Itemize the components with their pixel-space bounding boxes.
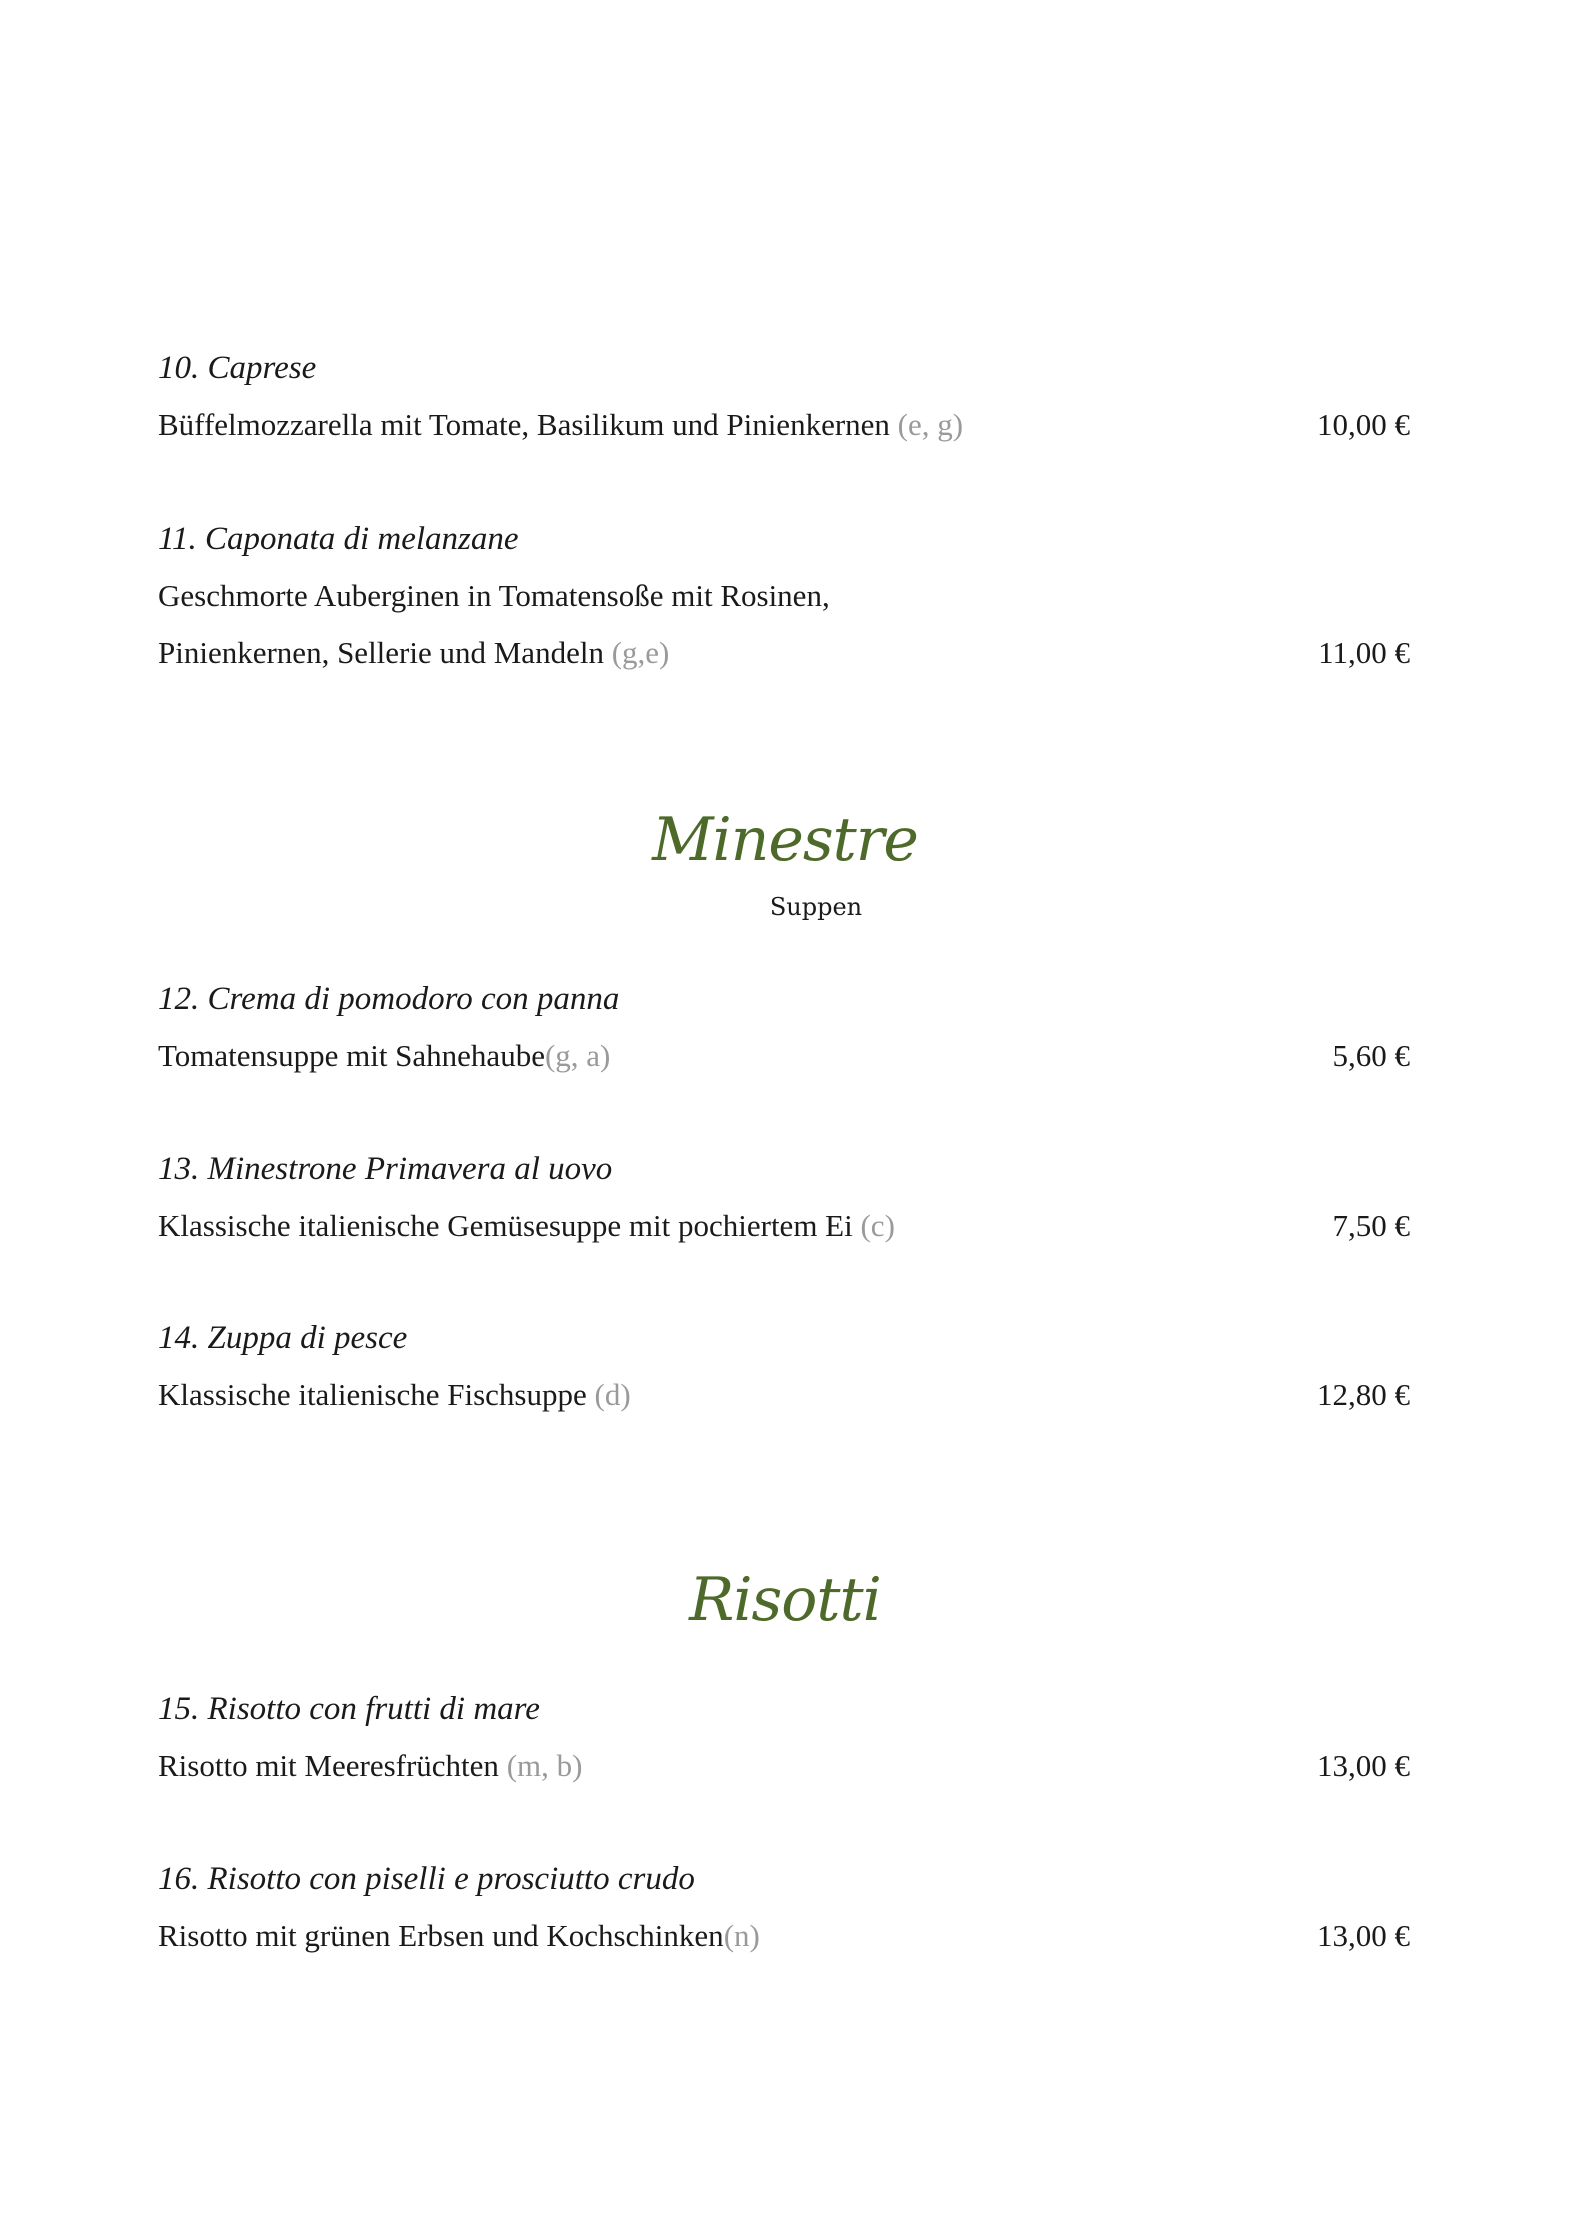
dish-description: [158, 1036, 1410, 1076]
section-title-minestre: Minestre: [652, 805, 918, 875]
dish-price: 5,60 €: [1332, 1038, 1410, 1073]
dish-price: 7,50 €: [1332, 1208, 1410, 1243]
description-text: Geschmorte Auberginen in Tomatensoße mit Rosinen,: [158, 578, 830, 613]
dish-price: 13,00 €: [1317, 1918, 1410, 1953]
description-text: Klassische italienische Gemüsesuppe mit pochiertem Ei: [158, 1208, 861, 1243]
dish-description: [158, 1375, 1410, 1415]
description-text: Risotto mit grünen Erbsen und Kochschinken: [158, 1918, 724, 1953]
menu-item-caprese: [158, 348, 1410, 445]
dish-description: [158, 405, 1410, 445]
dish-description: [158, 576, 1410, 616]
dish-description: [158, 1206, 1410, 1246]
menu-item-risotto-frutti-di-mare: [158, 1689, 1410, 1786]
dish-name: 15. Risotto con frutti di mare: [158, 1691, 540, 1727]
dish-name: 12. Crema di pomodoro con panna: [158, 981, 620, 1017]
dish-name: 14. Zuppa di pesce: [158, 1320, 408, 1356]
dish-name: 11. Caponata di melanzane: [158, 521, 519, 557]
menu-item-risotto-piselli: [158, 1859, 1410, 1956]
dish-price: 10,00 €: [1317, 407, 1410, 442]
dish-name: 16. Risotto con piselli e prosciutto crudo: [158, 1861, 695, 1897]
description-text: Pinienkernen, Sellerie und Mandeln: [158, 635, 612, 670]
description-text: Klassische italienische Fischsuppe: [158, 1377, 595, 1412]
allergen-codes: (c): [860, 1208, 895, 1243]
dish-name: 13. Minestrone Primavera al uovo: [158, 1151, 613, 1187]
allergen-codes: (n): [723, 1918, 760, 1953]
allergen-codes: (e, g): [897, 407, 964, 442]
section-title-risotti: Risotti: [689, 1565, 881, 1635]
dish-description: [158, 633, 1410, 673]
dish-description: [158, 1746, 1410, 1786]
description-text: Büffelmozzarella mit Tomate, Basilikum und Pinienkernen: [158, 407, 898, 442]
menu-item-zuppa-di-pesce: [158, 1318, 1410, 1415]
dish-price: 11,00 €: [1318, 635, 1410, 670]
description-text: Risotto mit Meeresfrüchten: [158, 1748, 507, 1783]
dish-price: 13,00 €: [1317, 1748, 1410, 1783]
menu-item-crema-di-pomodoro: [158, 979, 1410, 1076]
section-subtitle-minestre: Suppen: [769, 893, 863, 921]
menu-item-caponata: [158, 519, 1410, 673]
description-text: Tomatensuppe mit Sahnehaube: [158, 1038, 545, 1073]
allergen-codes: (g, a): [544, 1038, 611, 1073]
allergen-codes: (m, b): [506, 1748, 583, 1783]
allergen-codes: (d): [594, 1377, 631, 1412]
allergen-codes: (g,e): [611, 635, 670, 670]
dish-name: 10. Caprese: [158, 350, 317, 386]
menu-item-minestrone: [158, 1149, 1410, 1246]
dish-description: [158, 1916, 1410, 1956]
dish-price: 12,80 €: [1317, 1377, 1410, 1412]
